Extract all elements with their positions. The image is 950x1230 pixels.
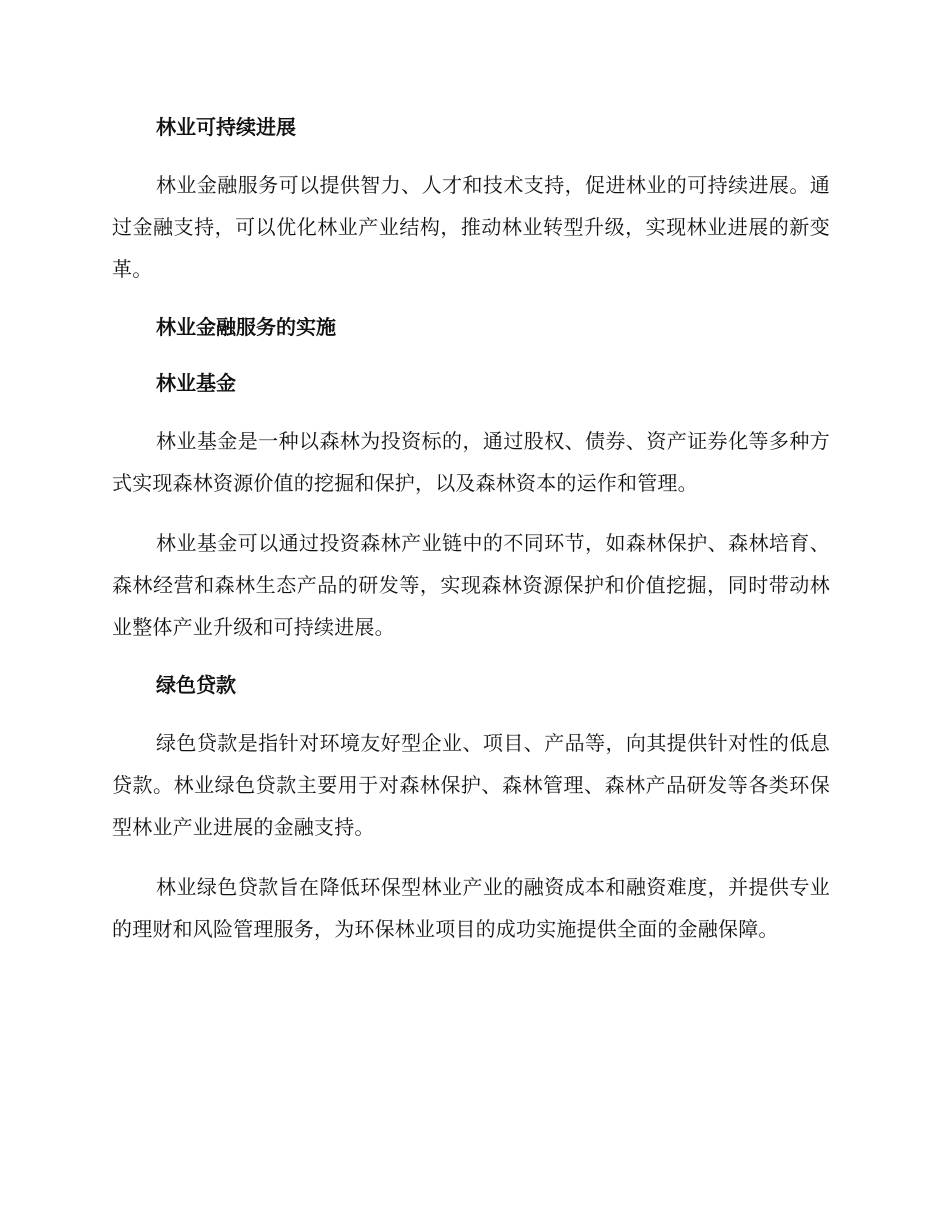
section-heading-green-loan: 绿色贷款 <box>156 673 236 697</box>
document-body <box>112 108 830 968</box>
section-heading-forestry-fund: 林业基金 <box>156 371 236 395</box>
paragraph-forestry-fund-1: 林业基金是一种以森林为投资标的，通过股权、债券、资产证券化等多种方式实现森林资源价值的挖掘和保护，以及森林资本的运作和管理。 <box>112 429 830 495</box>
section-heading-implementation: 林业金融服务的实施 <box>156 315 336 339</box>
section-heading-sustainable-development: 林业可持续进展 <box>156 115 296 139</box>
paragraph-sustainable-development: 林业金融服务可以提供智力、人才和技术支持，促进林业的可持续进展。通过金融支持，可以优化林业产业结构，推动林业转型升级，实现林业进展的新变革。 <box>112 173 830 281</box>
paragraph-green-loan-2: 林业绿色贷款旨在降低环保型林业产业的融资成本和融资难度，并提供专业的理财和风险管理服务，为环保林业项目的成功实施提供全面的金融保障。 <box>112 875 830 941</box>
paragraph-forestry-fund-2: 林业基金可以通过投资森林产业链中的不同环节，如森林保护、森林培育、森林经营和森林生态产品的研发等，实现森林资源保护和价值挖掘，同时带动林业整体产业升级和可持续进展。 <box>112 531 830 639</box>
paragraph-green-loan-1: 绿色贷款是指针对环境友好型企业、项目、产品等，向其提供针对性的低息贷款。林业绿色贷款主要用于对森林保护、森林管理、森林产品研发等各类环保型林业产业进展的金融支持。 <box>112 731 830 839</box>
